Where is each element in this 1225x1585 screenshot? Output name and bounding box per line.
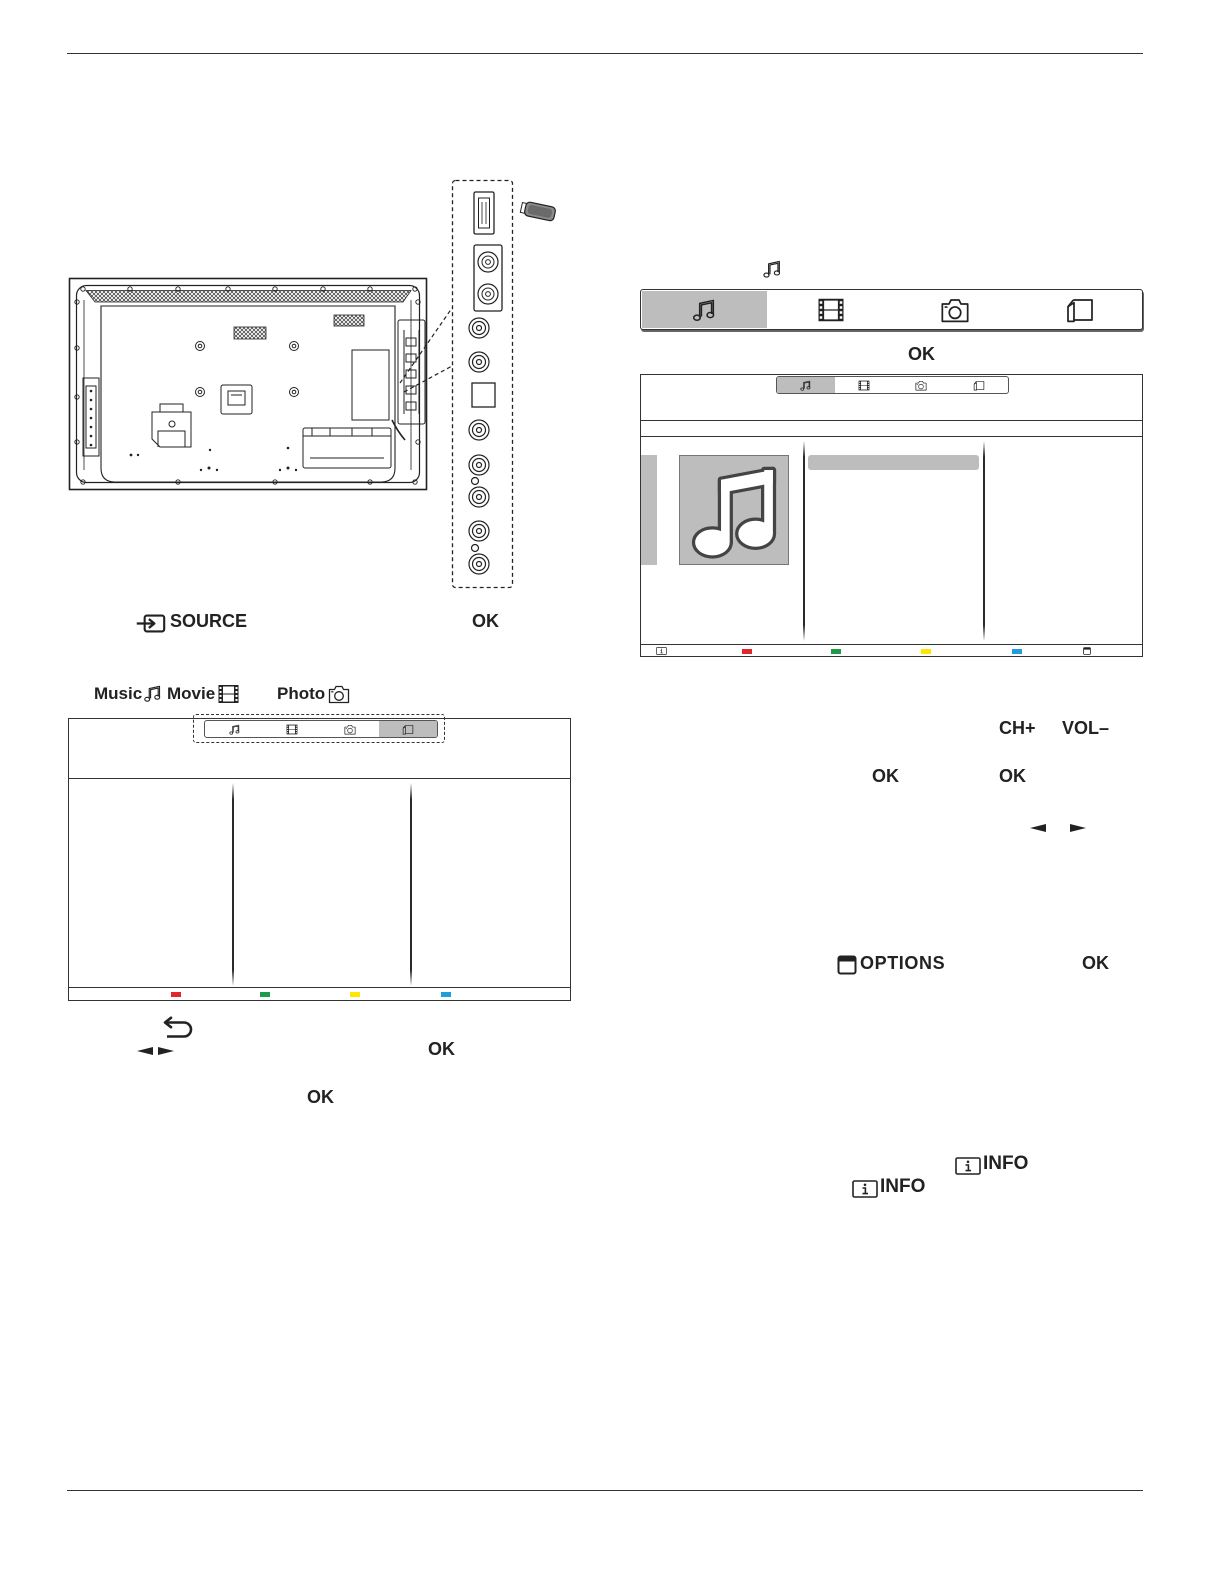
movie-label: Movie	[167, 684, 216, 703]
tv-rear-diagram	[60, 170, 570, 600]
back-icon	[162, 1016, 194, 1038]
column-divider-1	[803, 441, 805, 641]
green-key	[260, 992, 270, 997]
right-arrow-icon	[158, 1047, 174, 1055]
ok-key-label: OK	[1082, 953, 1109, 973]
tab-strip-callout	[193, 714, 445, 743]
info-key-label: INFO	[983, 1153, 1029, 1174]
left-arrow-icon	[1030, 824, 1046, 832]
ok-key-label: OK	[307, 1087, 334, 1107]
options-icon	[1083, 647, 1091, 655]
photo-label: Photo	[277, 684, 326, 703]
film-icon	[215, 682, 242, 706]
album-art-thumbnail	[679, 455, 789, 565]
ok-key-label: OK	[999, 766, 1026, 786]
red-key	[171, 992, 181, 997]
music-icon	[799, 379, 812, 392]
top-rule	[67, 53, 1143, 54]
column-divider-2	[983, 441, 985, 641]
source-key-label: SOURCE	[170, 611, 248, 631]
connector-port-panel	[453, 181, 513, 588]
ch-plus-key-label: CH+	[999, 718, 1036, 738]
ok-key-label: OK	[872, 766, 899, 786]
tab-folder	[1018, 290, 1143, 329]
selected-list-item	[808, 455, 979, 470]
info-icon	[852, 1180, 878, 1198]
camera-icon	[914, 379, 928, 392]
ok-key-label: OK	[472, 611, 499, 631]
music-icon	[690, 296, 718, 324]
ok-key-label: OK	[428, 1039, 455, 1059]
tab-music	[642, 291, 767, 328]
right-arrow-icon	[1070, 824, 1086, 832]
footer-divider	[69, 987, 570, 988]
header-divider-top	[641, 420, 1142, 421]
tab-music	[777, 377, 835, 393]
footer-divider	[641, 644, 1142, 645]
vol-minus-key-label: VOL–	[1062, 718, 1110, 738]
music-browser-screen	[640, 374, 1143, 657]
tab-folder	[950, 377, 1008, 393]
audio-port-pair	[474, 245, 502, 311]
music-icon	[761, 258, 783, 280]
usb-port	[474, 192, 494, 234]
blue-key	[441, 992, 451, 997]
red-key	[742, 649, 752, 654]
folder-icon	[972, 379, 986, 392]
folder-icon	[1063, 294, 1097, 326]
media-tab-bar	[640, 289, 1143, 330]
camera-icon	[938, 294, 972, 326]
blue-key	[1012, 649, 1022, 654]
camera-icon	[326, 682, 352, 706]
info-key-label: INFO	[880, 1176, 926, 1197]
rca-ports	[469, 318, 489, 574]
media-tab-strip	[776, 376, 1009, 394]
info-icon	[955, 1157, 981, 1175]
ok-key-label: OK	[908, 344, 935, 364]
music-label: Music	[94, 684, 143, 703]
tv-rear-panel	[70, 279, 427, 490]
media-browser-screen	[68, 718, 571, 1001]
column-divider-2	[410, 783, 412, 986]
column-divider-1	[232, 783, 234, 986]
film-icon	[814, 295, 848, 325]
optical-port	[472, 383, 495, 407]
yellow-key	[921, 649, 931, 654]
music-icon	[680, 456, 788, 564]
tab-movie	[835, 377, 893, 393]
green-key	[831, 649, 841, 654]
scroll-indicator	[641, 455, 657, 565]
source-icon	[136, 614, 166, 633]
header-divider	[69, 778, 570, 779]
info-icon	[656, 647, 667, 655]
music-icon	[142, 683, 163, 704]
options-key-label: OPTIONS	[860, 953, 946, 973]
tab-photo	[893, 377, 951, 393]
bottom-rule	[67, 1490, 1143, 1491]
film-icon	[857, 379, 871, 392]
tab-photo	[893, 290, 1018, 329]
usb-stick-icon	[520, 201, 556, 222]
tab-movie	[769, 290, 894, 329]
left-arrow-icon	[137, 1047, 153, 1055]
options-icon	[837, 955, 857, 975]
yellow-key	[350, 992, 360, 997]
header-divider-bottom	[641, 436, 1142, 437]
